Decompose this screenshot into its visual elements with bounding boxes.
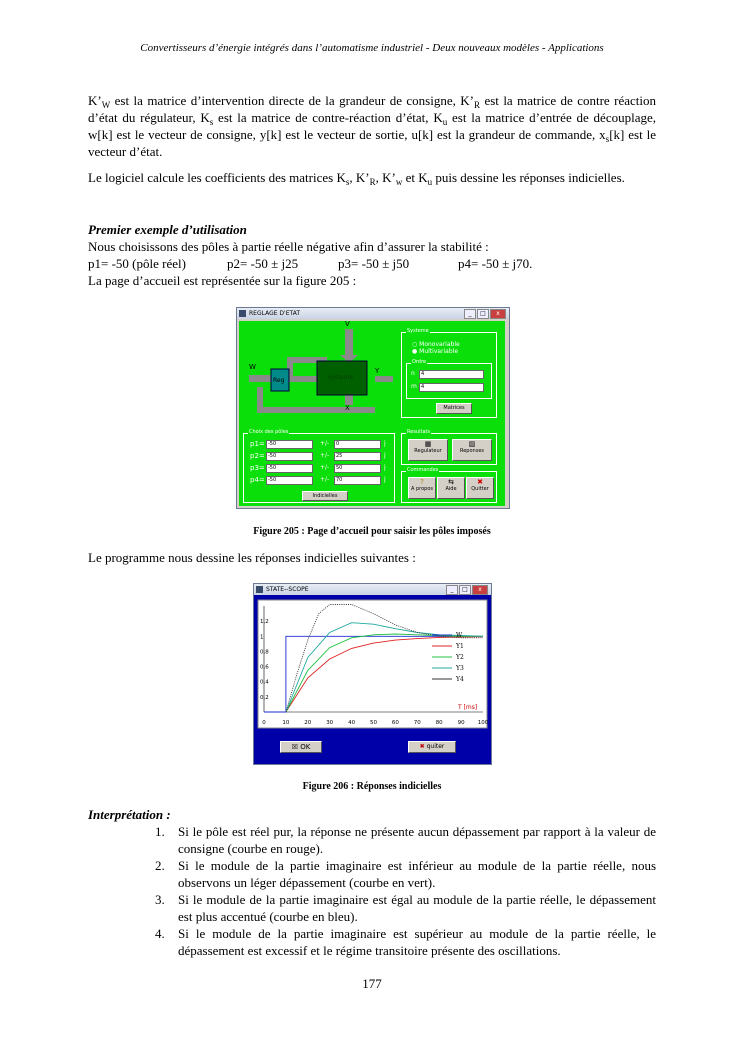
list-item (88, 857, 656, 891)
regulateur-button[interactable]: ▦ Regulateur (408, 439, 448, 461)
j-label: j (384, 440, 386, 447)
resultats-group (401, 429, 497, 465)
pole-real-input[interactable]: -50 (266, 476, 313, 485)
state-scope-window (253, 583, 492, 765)
j-label: j (384, 464, 386, 471)
reglage-body (239, 321, 505, 506)
list-text: Si le module de la partie imaginaire est égal au module de la partie réelle, le dépassement est plus accentué (courbe en bleu). (178, 892, 656, 924)
window-titlebar: STATE--SCOPE _ □ x (254, 584, 491, 595)
y-tick-label: 0,4 (260, 679, 269, 686)
legend-label: Y3 (456, 665, 464, 672)
legend-label: Y2 (456, 654, 464, 661)
pole-imag-input[interactable]: 70 (334, 476, 381, 485)
pole-imag-input[interactable]: 50 (334, 464, 381, 473)
list-text: Si le module de la partie imaginaire est supérieur au module de la partie réelle, le dépassement est excessif et le régime transitoire présente des oscillations. (178, 926, 656, 958)
maximize-button[interactable]: □ (459, 585, 471, 595)
pole-label: p1= (250, 440, 265, 448)
close-button[interactable]: x (490, 309, 506, 319)
response-chart (258, 600, 487, 728)
x-tick-label: 100 (477, 720, 489, 726)
label-reg: Reg (273, 377, 285, 384)
n-label: n (411, 370, 415, 377)
legend-label: Y4 (456, 676, 464, 683)
aide-button[interactable]: ⇆ Aide (437, 477, 465, 499)
feedback-path (257, 407, 375, 413)
arrow-w (249, 375, 271, 382)
close-icon: ✖ (419, 743, 425, 750)
commandes-group (401, 467, 497, 503)
legend-label: W (456, 632, 463, 639)
n-select[interactable]: 4 (419, 370, 484, 379)
reglage-window (236, 307, 510, 509)
resultats-group-label: Resultats (407, 429, 431, 435)
x-tick-label: 30 (326, 720, 334, 726)
arrow-v (345, 329, 353, 355)
y-tick-label: 0,2 (260, 694, 269, 701)
pole-label: p3= (250, 464, 265, 472)
x-tick-label: 40 (348, 720, 356, 726)
pole-label: p2= (250, 452, 265, 460)
label-systeme: Systeme (327, 374, 354, 381)
poles-line (88, 255, 656, 272)
ordre-group-label: Ordre (412, 359, 427, 365)
radio-monovariable[interactable]: ○ Monovariable (412, 341, 460, 348)
section-line: La page d’accueil est représentée sur la figure 205 : (88, 273, 357, 288)
close-icon: ✖ (477, 478, 483, 486)
y-tick-label: 0,8 (260, 649, 269, 656)
arrow-y (375, 376, 393, 382)
x-tick-label: 70 (413, 720, 421, 726)
j-label: j (384, 452, 386, 459)
line-before-fig206: Le programme nous dessine les réponses indicielles suivantes : (88, 550, 416, 565)
arrows-icon: ⇆ (448, 478, 454, 486)
interpretation-title: Interprétation : (88, 807, 171, 822)
pole-imag-input[interactable]: 0 (334, 440, 381, 449)
plot-background (258, 600, 487, 728)
caption-205: Figure 205 : Page d’accueil pour saisir les pôles imposés (253, 526, 491, 537)
close-button[interactable]: x (472, 585, 488, 595)
y-tick-label: 1 (260, 634, 264, 641)
block-diagram (239, 321, 399, 429)
app-icon (239, 310, 246, 317)
plus-minus-label: +/- (320, 452, 330, 459)
label-x: X (345, 404, 350, 412)
ordre-group (406, 359, 492, 399)
pole-4: p4= -50 ± j70. (458, 256, 533, 271)
list-item (88, 823, 656, 857)
interpretation-section (88, 806, 656, 959)
y-tick-label: 0,6 (260, 664, 269, 671)
label-w: W (249, 363, 256, 371)
j-label: j (384, 476, 386, 483)
label-v: V (345, 320, 350, 328)
ok-icon: ☒ (291, 743, 298, 751)
m-select[interactable]: 4 (419, 383, 484, 392)
running-header: Convertisseurs d’énergie intégrés dans l’automatisme industriel - Deux nouveaux modèles - Applications (140, 42, 604, 54)
radio-multivariable[interactable]: ● Multivariable (412, 348, 459, 355)
poles-group-label: Choix des pôles (249, 429, 289, 435)
section-title: Premier exemple d’utilisation (88, 222, 247, 237)
arrow-u (289, 376, 317, 382)
window-titlebar: REGLAGE D'ETAT _ □ x (237, 308, 509, 319)
caption-206: Figure 206 : Réponses indicielles (302, 781, 442, 792)
maximize-button[interactable]: □ (477, 309, 489, 319)
plus-minus-label: +/- (320, 476, 330, 483)
list-number: 2. (155, 858, 165, 873)
reponses-button[interactable]: ▨ Reponses (452, 439, 492, 461)
quitter-scope-button[interactable]: ✖ quiter (408, 741, 456, 753)
calculator-icon: ▦ (424, 440, 432, 448)
info-icon: ? (420, 478, 424, 486)
commandes-group-label: Commandes (407, 467, 439, 473)
list-item (88, 891, 656, 925)
pole-real-input[interactable]: -50 (266, 464, 313, 473)
paragraph-software: Le logiciel calcule les coefficients des matrices $K_s$, $K’_R$, $K’_w$ et $K_u$ puis dessine les réponses indicielles. (88, 170, 625, 187)
list-text: Si le module de la partie imaginaire est inférieur au module de la partie réelle, nous observons un léger dépassement (courbe en vert). (178, 858, 656, 890)
ok-button[interactable]: ☒ OK (280, 741, 322, 753)
list-number: 1. (155, 824, 165, 839)
page-number: 177 (362, 976, 382, 991)
apropos-button[interactable]: ? A propos (408, 477, 436, 499)
indicielles-button[interactable]: Indicielles (302, 491, 348, 501)
pole-2: p2= -50 ± j25 (227, 256, 299, 271)
list-text: Si le pôle est réel pur, la réponse ne présente aucun dépassement par rapport à la valeur de consigne (courbe en rouge). (178, 824, 656, 856)
feedback-up (257, 387, 263, 413)
m-label: m (411, 383, 417, 390)
x-tick-label: 50 (370, 720, 377, 726)
list-number: 4. (155, 926, 165, 941)
matrices-button[interactable]: Matrices (436, 403, 472, 414)
plus-minus-label: +/- (320, 440, 330, 447)
list-number: 3. (155, 892, 165, 907)
pole-real-input[interactable]: -50 (266, 440, 313, 449)
x-tick-label: 10 (282, 720, 290, 726)
minimize-button[interactable]: _ (464, 309, 476, 319)
pole-imag-input[interactable]: 25 (334, 452, 381, 461)
pole-3: p3= -50 ± j50 (338, 256, 410, 271)
pole-1: p1= -50 (pôle réel) (88, 256, 186, 271)
systeme-group (401, 328, 497, 418)
x-tick-label: 80 (435, 720, 443, 726)
pole-real-input[interactable]: -50 (266, 452, 313, 461)
list-item (88, 925, 656, 959)
label-y: Y (375, 367, 380, 375)
legend-label: Y1 (456, 643, 464, 650)
minimize-button[interactable]: _ (446, 585, 458, 595)
y-tick-label: 1,2 (260, 619, 269, 626)
section-premier-exemple (88, 221, 656, 289)
x-tick-label: 60 (391, 720, 399, 726)
plus-minus-label: +/- (320, 464, 330, 471)
x-tick-label: 0 (262, 720, 266, 726)
pole-label: p4= (250, 476, 265, 484)
quitter-button[interactable]: ✖ Quitter (466, 477, 494, 499)
app-icon (256, 586, 263, 593)
graph-icon: ▨ (468, 440, 476, 448)
paragraph-matrices: $K’_W$ est la matrice d’intervention directe de la grandeur de consigne, $K’_R$ est la matrice de contre réaction d’état du régulateur, $K_s$ est la matrice de contre-réaction d’état, $K_u$ est la matrice d’entrée de découplage, w[k] est le vecteur de consigne, y[k] est le vecteur de sortie, u[k] est la grandeur de commande, $x_s[k]$ est le vecteur d’état. (88, 93, 656, 159)
interpretation-list (88, 823, 656, 959)
x-tick-label: 20 (304, 720, 312, 726)
x-axis-label: T [ms] (458, 704, 478, 711)
systeme-group-label: Systeme (407, 328, 429, 334)
x-tick-label: 90 (457, 720, 465, 726)
section-line: Nous choisissons des pôles à partie réelle négative afin d’assurer la stabilité : (88, 239, 489, 254)
poles-group (243, 429, 395, 503)
